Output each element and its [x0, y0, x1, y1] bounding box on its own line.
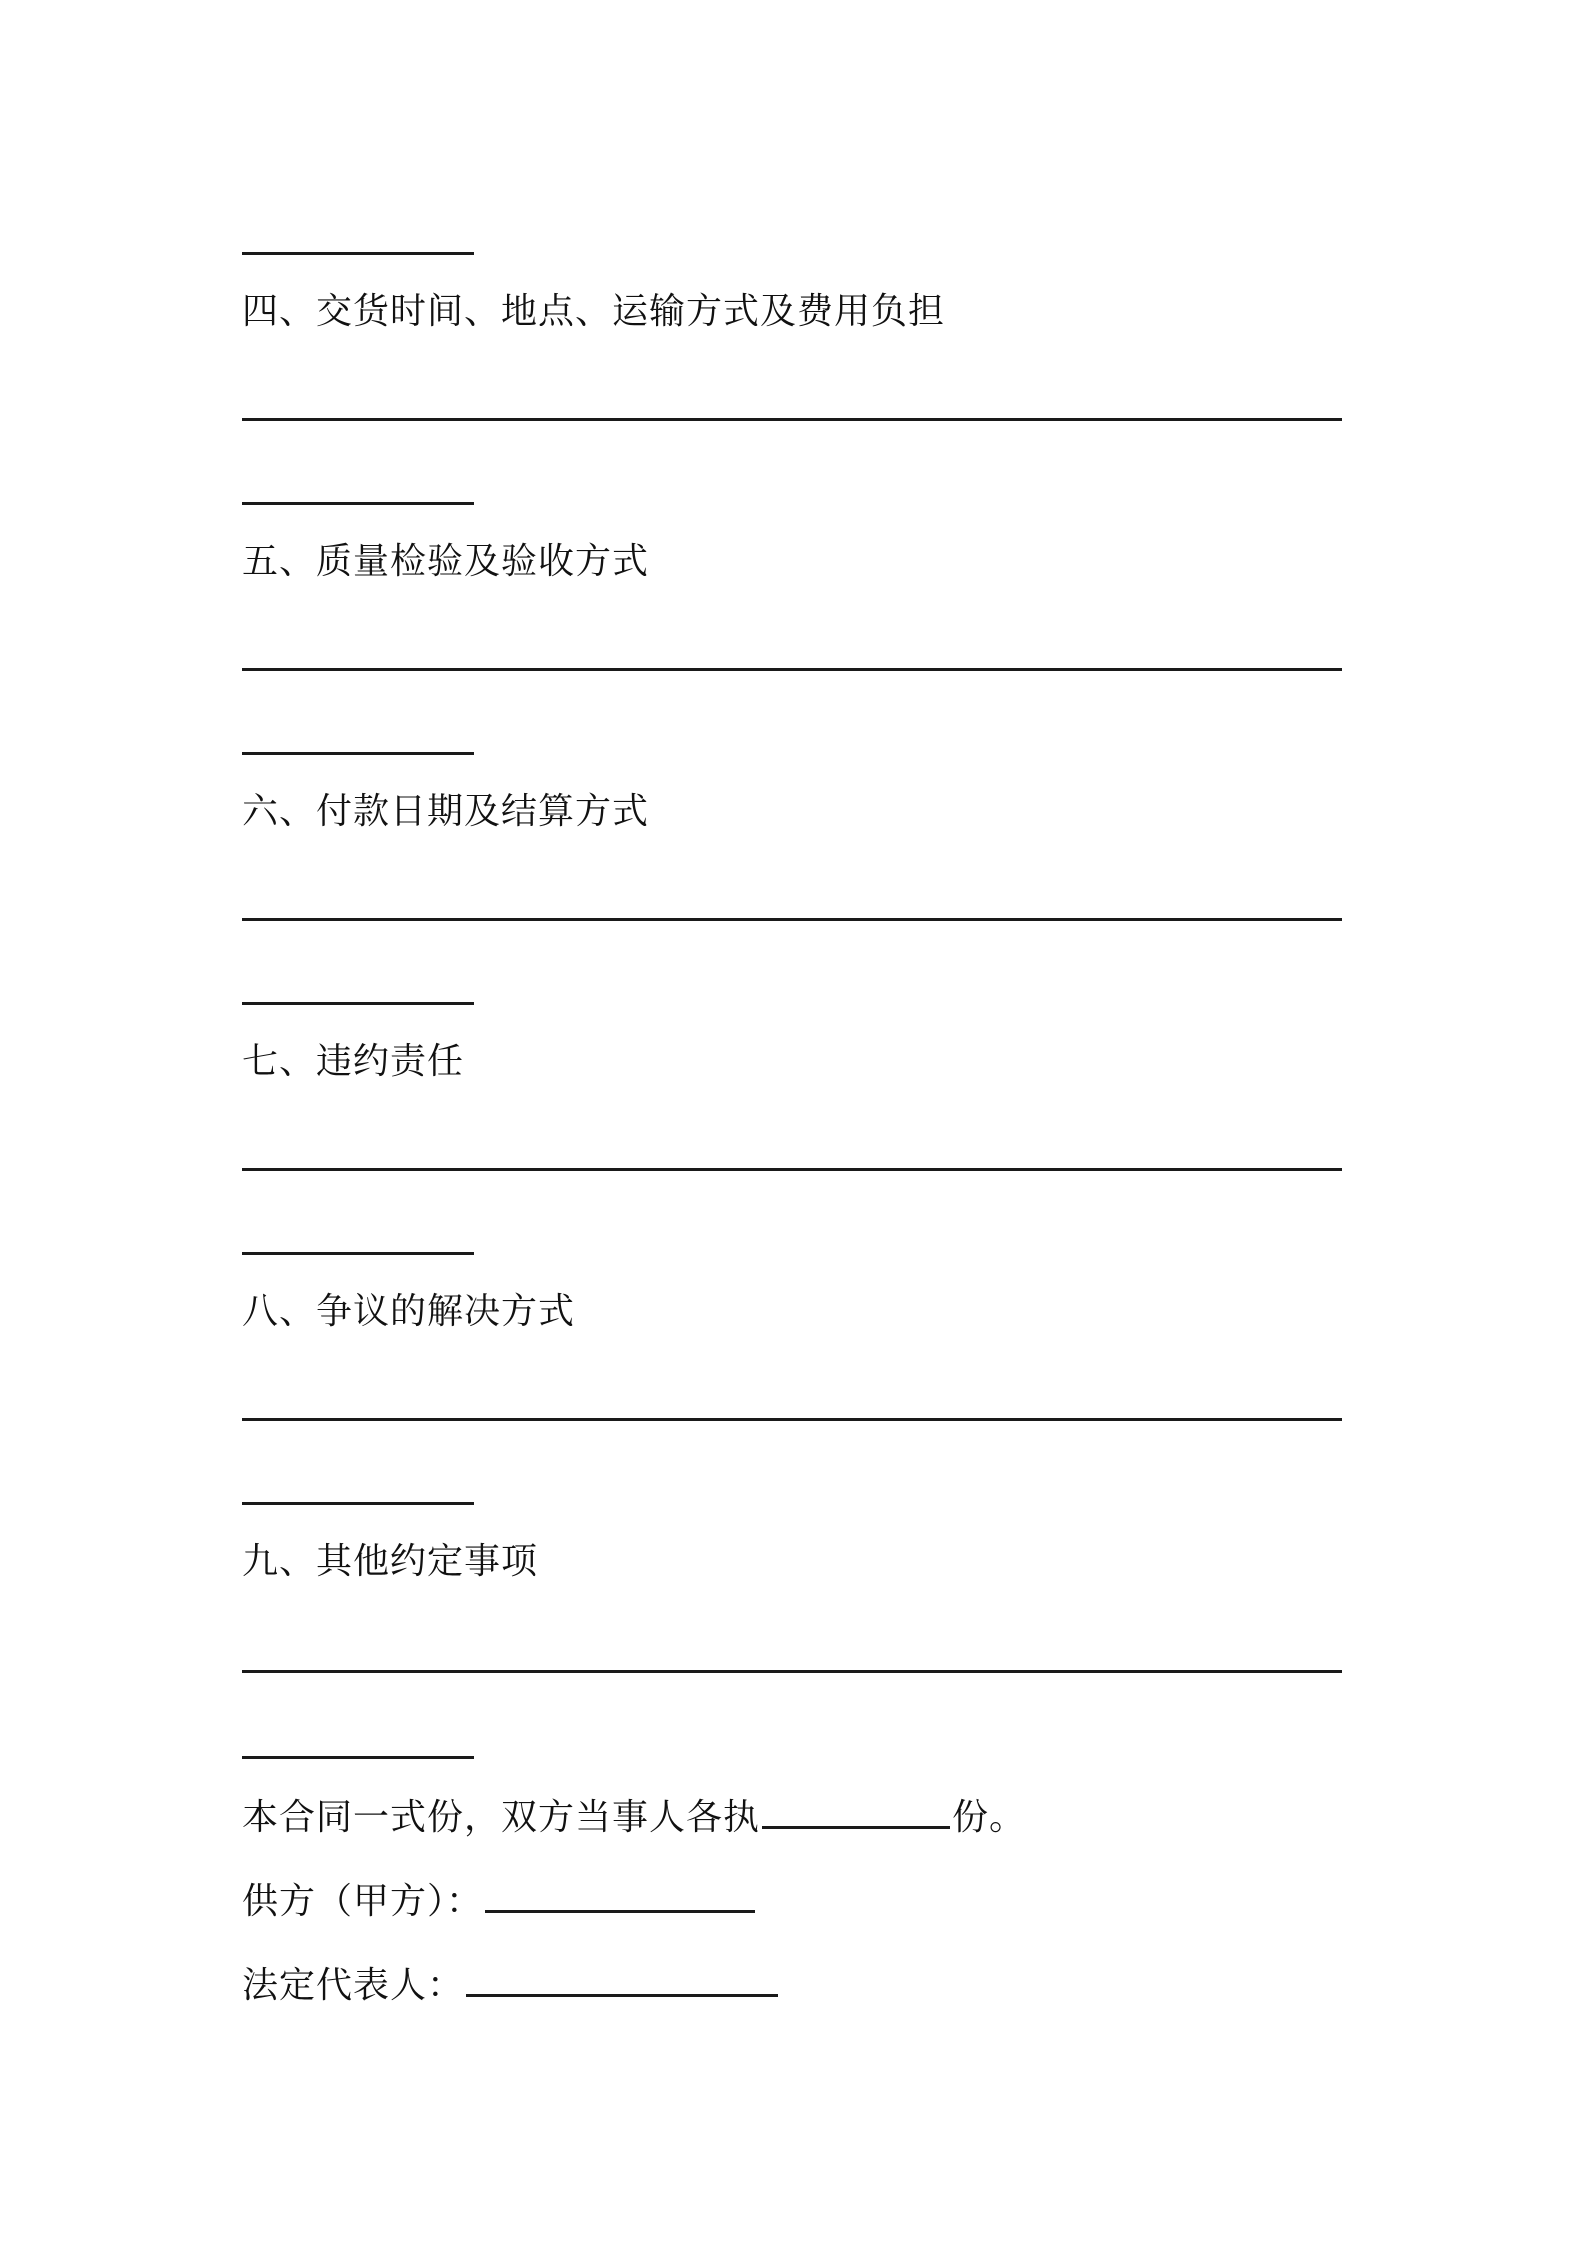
copies-text-after: 份。: [952, 1797, 1027, 1838]
supplier-line: [242, 1880, 757, 1924]
copies-text-before: 本合同一式份，双方当事人各执: [242, 1797, 761, 1838]
answer-blank-line-short[interactable]: [242, 252, 474, 255]
answer-blank-line[interactable]: [242, 1670, 1342, 1673]
answer-blank-line-short[interactable]: [242, 1252, 474, 1255]
legal-rep-label: 法定代表人：: [242, 1965, 465, 2006]
answer-blank-line[interactable]: [242, 418, 1342, 421]
section-heading-6: 六、付款日期及结算方式: [242, 791, 650, 832]
answer-blank-line-short[interactable]: [242, 752, 474, 755]
copies-statement: [242, 1796, 1026, 1840]
answer-blank-line-short[interactable]: [242, 1756, 474, 1759]
legal-rep-name-blank[interactable]: [466, 1964, 778, 1997]
legal-representative-line: [242, 1964, 780, 2008]
copies-count-blank[interactable]: [762, 1796, 950, 1829]
answer-blank-line[interactable]: [242, 668, 1342, 671]
answer-blank-line-short[interactable]: [242, 502, 474, 505]
answer-blank-line-short[interactable]: [242, 1502, 474, 1505]
answer-blank-line[interactable]: [242, 1418, 1342, 1421]
supplier-label: 供方（甲方）：: [242, 1881, 484, 1922]
section-heading-4: 四、交货时间、地点、运输方式及费用负担: [242, 291, 946, 332]
answer-blank-line[interactable]: [242, 918, 1342, 921]
answer-blank-line-short[interactable]: [242, 1002, 474, 1005]
section-heading-7: 七、违约责任: [242, 1041, 465, 1082]
section-heading-5: 五、质量检验及验收方式: [242, 541, 650, 582]
section-heading-9: 九、其他约定事项: [242, 1541, 539, 1582]
section-heading-8: 八、争议的解决方式: [242, 1291, 576, 1332]
answer-blank-line[interactable]: [242, 1168, 1342, 1171]
supplier-name-blank[interactable]: [485, 1880, 755, 1913]
